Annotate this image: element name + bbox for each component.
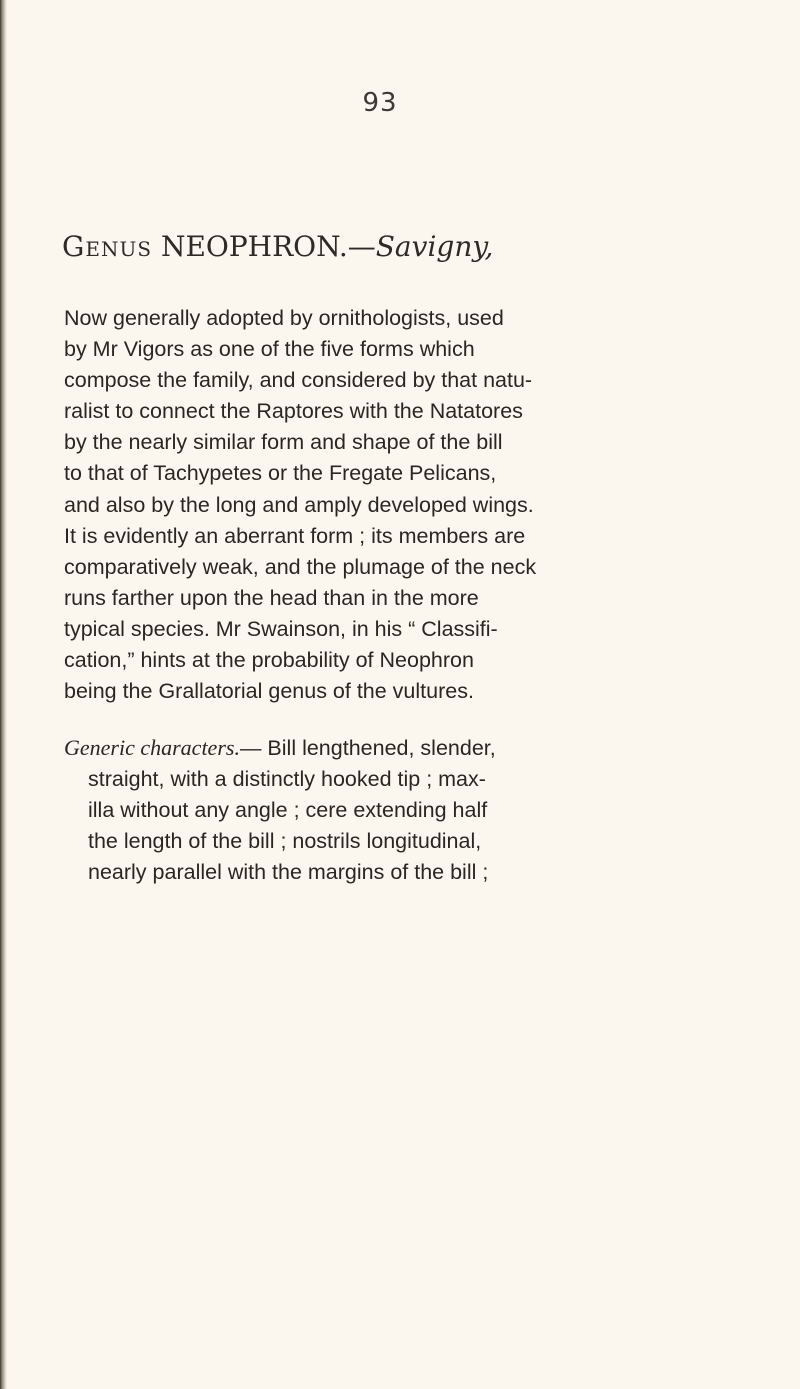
heading-dash: — [347, 230, 376, 263]
genus-name: NEOPHRON. [160, 230, 348, 263]
intro-paragraph [64, 303, 754, 707]
genus-heading [62, 230, 762, 263]
first-line-text: — Bill lengthened, slender, [239, 736, 496, 760]
paragraph-line: ralist to connect the Raptores with the Natatores [64, 399, 523, 424]
generic-characters-paragraph [64, 732, 754, 888]
genus-word: Genus [62, 230, 153, 263]
paragraph-line: typical species. Mr Swainson, in his “ Classifi- [64, 616, 498, 641]
paragraph-line: by the nearly similar form and shape of the bill [64, 430, 503, 455]
paragraph-first-line [64, 732, 754, 764]
paragraph-line: the length of the bill ; nostrils longitudinal, [88, 829, 482, 854]
paragraph-line: illa without any angle ; cere extending half [88, 798, 488, 823]
paragraph-line: by Mr Vigors as one of the five forms which [64, 337, 475, 362]
paragraph-line: It is evidently an aberrant form ; its members are [64, 523, 526, 548]
genus-author: Savigny, [375, 230, 494, 263]
paragraph-line: compose the family, and considered by that natu- [64, 368, 533, 393]
paragraph-line: to that of Tachypetes or the Fregate Pelicans, [64, 461, 497, 486]
generic-characters-lead-in: Generic characters. [64, 735, 240, 760]
paragraph-line: nearly parallel with the margins of the bill ; [88, 860, 489, 885]
paragraph-line: cation,” hints at the probability of Neophron [64, 648, 474, 673]
paragraph-line: straight, with a distinctly hooked tip ; max- [88, 767, 486, 792]
paragraph-line: being the Grallatorial genus of the vultures. [64, 679, 474, 704]
paragraph-line: runs farther upon the head than in the more [64, 585, 479, 610]
paragraph-line: Now generally adopted by ornithologists, used [64, 306, 504, 330]
paragraph-line: comparatively weak, and the plumage of the neck [64, 554, 537, 579]
page-number: 93 [362, 88, 398, 118]
paragraph-line: and also by the long and amply developed wings. [64, 492, 534, 517]
page-edge-shadow [0, 0, 7, 1389]
